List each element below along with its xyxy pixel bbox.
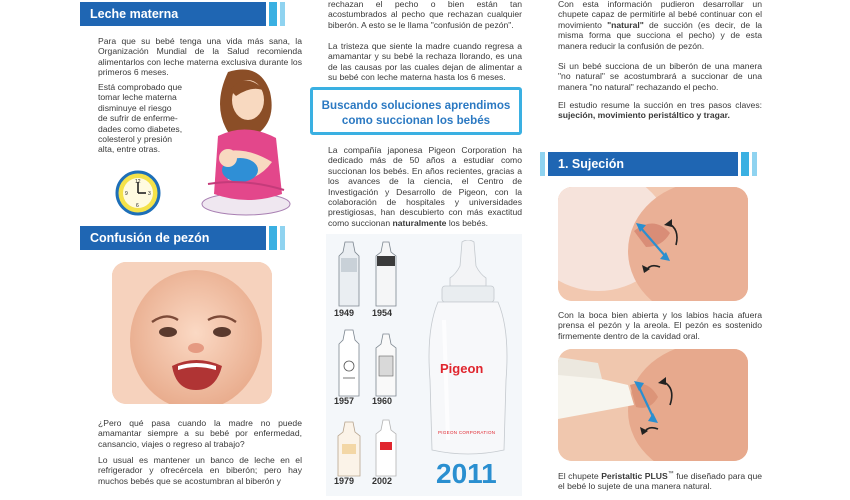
paragraph-rejection: rechazan el pecho o bien están tan acostumbrados al pecho que rechazan cualquier biberón. A esto se le llama "confusión de pezón". bbox=[328, 0, 522, 30]
crying-baby-photo bbox=[112, 262, 272, 404]
year-2011-label: 2011 bbox=[436, 458, 497, 489]
paragraph-peristaltic: El chupete Peristaltic PLUS™ fue diseñado para que el bebé lo sujete de una manera natural. bbox=[558, 470, 763, 492]
accent-block bbox=[269, 226, 277, 250]
year-label: 1960 bbox=[372, 396, 393, 406]
section-header-sujecion bbox=[540, 152, 757, 176]
year-label: 1957 bbox=[334, 396, 355, 406]
vintage-bottles-illustration bbox=[332, 238, 408, 494]
bottle-history-panel bbox=[326, 234, 522, 496]
callout-box bbox=[310, 87, 522, 135]
year-label: 1979 bbox=[334, 476, 355, 486]
section-header-confusion-pezon bbox=[80, 226, 285, 250]
accent-block bbox=[280, 2, 285, 26]
paragraph-sujecion: Con la boca bien abierta y los labios hacia afuera prensa el pezón y la areola. El pezón es sostenido firmemente dentro de la cavidad oral. bbox=[558, 310, 762, 341]
paragraph-milk-bank: Lo usual es mantener un banco de leche en el refrigerador y ofrecércela en biberón; pero hay muchos bebés que se acostumbran al biberón y bbox=[98, 455, 302, 486]
paragraph-sadness: La tristeza que siente la madre cuando regresa a amamantar y su bebé la rechaza llorando, es una de las causas por las cuales dejan de alimentar a su bebé con leche materna hasta los 6 meses. bbox=[328, 41, 522, 83]
paragraph-benefits: Está comprobado que tomar leche materna disminuye el riesgo de sufrir de enferme- dades como diabetes, colesterol y presión alta, entre otras. bbox=[98, 82, 183, 155]
year-label: 2002 bbox=[372, 476, 393, 486]
paragraph-pigeon: La compañía japonesa Pigeon Corporation ha dedicado más de 50 años a estudiar como succionan los bebés. En años recientes, gracias a los avances de la ciencia, el Centro de Investigación y Desarrollo de Pigeon, con la colaboración de hospitales y universidades prestigiosas, han descubierto con más exactitud como succionan naturalmente los bebés. bbox=[328, 145, 522, 228]
section-title: Leche materna bbox=[80, 2, 266, 26]
paragraph-pacifier: Con esta información pudieron desarrollar un chupete capaz de permitirle al bebé continuar con el movimiento "natural" de succión (es decir, de la misma forma que succiona el pecho) y de esta manera reducir la confusión de pezón. bbox=[558, 0, 763, 51]
section-title: 1. Sujeción bbox=[548, 152, 738, 176]
accent-block bbox=[280, 226, 285, 250]
year-label: 1954 bbox=[372, 308, 393, 318]
column-left bbox=[80, 0, 302, 500]
accent-block bbox=[269, 2, 277, 26]
bottle-caption: PIGEON CORPORATION bbox=[438, 430, 496, 435]
year-label: 1949 bbox=[334, 308, 355, 318]
baby-bottle-feeding-photo bbox=[558, 349, 748, 461]
svg-text:3: 3 bbox=[148, 191, 151, 197]
section-title: Confusión de pezón bbox=[80, 226, 266, 250]
breastfeeding-mother-illustration bbox=[188, 66, 292, 218]
pigeon-logo: Pigeon bbox=[440, 361, 484, 376]
paragraph-study: El estudio resume la succión en tres pasos claves: sujeción, movimiento peristáltico y tragar. bbox=[558, 100, 762, 121]
baby-latch-photo bbox=[558, 187, 748, 301]
svg-text:12: 12 bbox=[135, 179, 141, 185]
callout-line-1: Buscando soluciones aprendimos bbox=[321, 99, 511, 112]
modern-bottle-illustration bbox=[418, 240, 518, 458]
svg-text:9: 9 bbox=[125, 191, 128, 197]
column-right bbox=[550, 0, 762, 500]
column-middle bbox=[320, 0, 522, 500]
clock-icon bbox=[115, 170, 161, 216]
paragraph-question: ¿Pero qué pasa cuando la madre no puede amamantar siempre a su bebé por enfermedad, cansancio, viajes o regreso al trabajo? bbox=[98, 418, 302, 449]
accent-block bbox=[540, 152, 545, 176]
accent-block bbox=[741, 152, 749, 176]
paragraph-intro: Para que su bebé tenga una vida más sana, la Organización Mundial de la Salud recomienda alimentarlos con leche materna exclusiva durante los primeros 6 meses. bbox=[98, 36, 302, 78]
accent-block bbox=[752, 152, 757, 176]
paragraph-no-natural: Si un bebé succiona de un biberón de una manera "no natural" se acostumbrará a succionar de una manera "no natural" rechazando el pecho. bbox=[558, 61, 762, 92]
callout-line-2: como succionan los bebés bbox=[341, 114, 491, 127]
svg-text:6: 6 bbox=[136, 203, 139, 209]
section-header-leche-materna bbox=[80, 2, 285, 26]
